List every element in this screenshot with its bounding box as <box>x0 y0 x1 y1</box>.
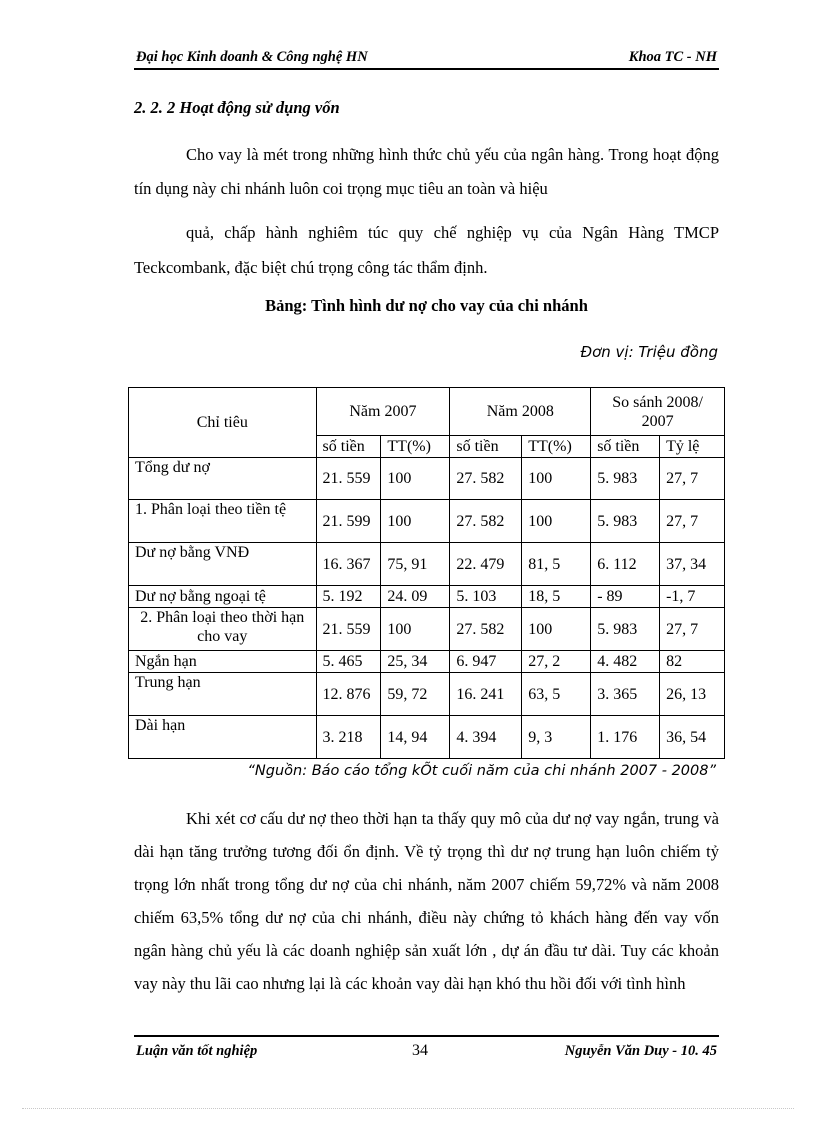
page-bottom-divider <box>22 1108 794 1109</box>
page-header <box>134 48 719 70</box>
cell: 12. 876 <box>316 673 381 716</box>
row-label: Dư nợ bằng ngoại tệ <box>129 586 317 608</box>
header-faculty: Khoa TC - NH <box>628 49 717 65</box>
row-label: 1. Phân loại theo tiền tệ <box>129 500 317 543</box>
table-row <box>129 458 725 500</box>
paragraph-intro-cont: quả, chấp hành nghiêm túc quy chế nghiệp vụ của Ngân Hàng TMCP Teckcombank, đặc biệt chú trọng công tác thẩm định. <box>134 223 719 277</box>
cell: 100 <box>381 608 450 651</box>
row-label: Trung hạn <box>129 673 317 716</box>
page-number: 34 <box>412 1042 428 1059</box>
table-row <box>129 716 725 759</box>
cell: 27. 582 <box>450 500 522 543</box>
table-row <box>129 651 725 673</box>
cell: 75, 91 <box>381 543 450 586</box>
cell: 27. 582 <box>450 458 522 500</box>
cell: 4. 394 <box>450 716 522 759</box>
header-comparison: So sánh 2008/ 2007 <box>591 388 725 436</box>
footer-author: Nguyễn Văn Duy - 10. 45 <box>564 1043 717 1059</box>
cell: 36, 54 <box>660 716 725 759</box>
cell: 27, 2 <box>522 651 591 673</box>
table-row <box>129 586 725 608</box>
paragraph-intro: Cho vay là mét trong những hình thức chủ yếu của ngân hàng. Trong hoạt động tín dụng này chi nhánh luôn coi trọng mục tiêu an toàn và hiệu <box>134 145 719 198</box>
subheader-so-tien-compare: số tiền <box>591 436 660 458</box>
row-label: 2. Phân loại theo thời hạn cho vay <box>129 608 317 651</box>
cell: 27, 7 <box>660 458 725 500</box>
cell: 5. 983 <box>591 500 660 543</box>
footer-thesis: Luận văn tốt nghiệp <box>136 1043 258 1059</box>
cell: 5. 192 <box>316 586 381 608</box>
cell: 63, 5 <box>522 673 591 716</box>
table-row <box>129 673 725 716</box>
cell: 5. 983 <box>591 458 660 500</box>
cell: 27, 7 <box>660 500 725 543</box>
cell: 6. 112 <box>591 543 660 586</box>
table-row <box>129 543 725 586</box>
cell: 6. 947 <box>450 651 522 673</box>
row-label: Tổng dư nợ <box>129 458 317 500</box>
cell: 100 <box>522 458 591 500</box>
cell: 1. 176 <box>591 716 660 759</box>
cell: 22. 479 <box>450 543 522 586</box>
cell: 3. 218 <box>316 716 381 759</box>
cell: 21. 559 <box>316 608 381 651</box>
cell: 24. 09 <box>381 586 450 608</box>
table-caption: Bảng: Tình hình dư nợ cho vay của chi nhánh <box>265 296 588 315</box>
cell: 27. 582 <box>450 608 522 651</box>
cell: 100 <box>522 608 591 651</box>
cell: 37, 34 <box>660 543 725 586</box>
cell: 5. 103 <box>450 586 522 608</box>
loan-table <box>128 387 725 759</box>
subheader-tt-2008: TT(%) <box>522 436 591 458</box>
cell: 14, 94 <box>381 716 450 759</box>
page-footer <box>134 1035 719 1063</box>
table-source: “Nguồn: Báo cáo tổng kÕt cuối năm của chi nhánh 2007 - 2008” <box>247 763 716 779</box>
header-university: Đại học Kinh doanh & Công nghệ HN <box>136 49 368 65</box>
cell: 16. 367 <box>316 543 381 586</box>
cell: -1, 7 <box>660 586 725 608</box>
table-header-row <box>129 388 725 436</box>
cell: 3. 365 <box>591 673 660 716</box>
subheader-so-tien-2008: số tiền <box>450 436 522 458</box>
cell: 16. 241 <box>450 673 522 716</box>
header-year-2008: Năm 2008 <box>450 388 591 436</box>
cell: 5. 983 <box>591 608 660 651</box>
cell: 100 <box>381 500 450 543</box>
cell: - 89 <box>591 586 660 608</box>
row-label: Dài hạn <box>129 716 317 759</box>
subheader-so-tien-2007: số tiền <box>316 436 381 458</box>
subheader-tt-2007: TT(%) <box>381 436 450 458</box>
cell: 5. 465 <box>316 651 381 673</box>
cell: 25, 34 <box>381 651 450 673</box>
cell: 26, 13 <box>660 673 725 716</box>
cell: 59, 72 <box>381 673 450 716</box>
paragraph-analysis: Khi xét cơ cấu dư nợ theo thời hạn ta thấy quy mô của dư nợ vay ngắn, trung và dài hạn tăng trưởng tương đối ổn định. Về tỷ trọng thì dư nợ trung hạn luôn chiếm tỷ trọng lớn nhất trong tổng dư nợ của chi nhánh, năm 2007 chiếm 59,72% và năm 2008 chiếm 63,5% tổng dư nợ của chi nhánh, điều này chứng tỏ khách hàng đến vay vốn ngân hàng chủ yếu là các doanh nghiệp sản xuất lớn , dự án đầu tư dài. Tuy các khoản vay này thu lãi cao nhưng lại là các khoản vay dài hạn khó thu hồi đối với tình hình <box>134 809 719 993</box>
cell: 82 <box>660 651 725 673</box>
section-title: 2. 2. 2 Hoạt động sử dụng vốn <box>134 98 340 117</box>
cell: 81, 5 <box>522 543 591 586</box>
header-year-2007: Năm 2007 <box>316 388 450 436</box>
subheader-ty-le: Tỷ lệ <box>660 436 725 458</box>
cell: 21. 599 <box>316 500 381 543</box>
cell: 27, 7 <box>660 608 725 651</box>
cell: 18, 5 <box>522 586 591 608</box>
cell: 100 <box>522 500 591 543</box>
table-row <box>129 608 725 651</box>
cell: 9, 3 <box>522 716 591 759</box>
cell: 21. 559 <box>316 458 381 500</box>
cell: 100 <box>381 458 450 500</box>
row-label: Dư nợ bằng VNĐ <box>129 543 317 586</box>
row-label: Ngắn hạn <box>129 651 317 673</box>
table-unit: Đơn vị: Triệu đồng <box>580 343 718 361</box>
header-chi-tieu: Chỉ tiêu <box>129 388 317 458</box>
table-row <box>129 500 725 543</box>
cell: 4. 482 <box>591 651 660 673</box>
